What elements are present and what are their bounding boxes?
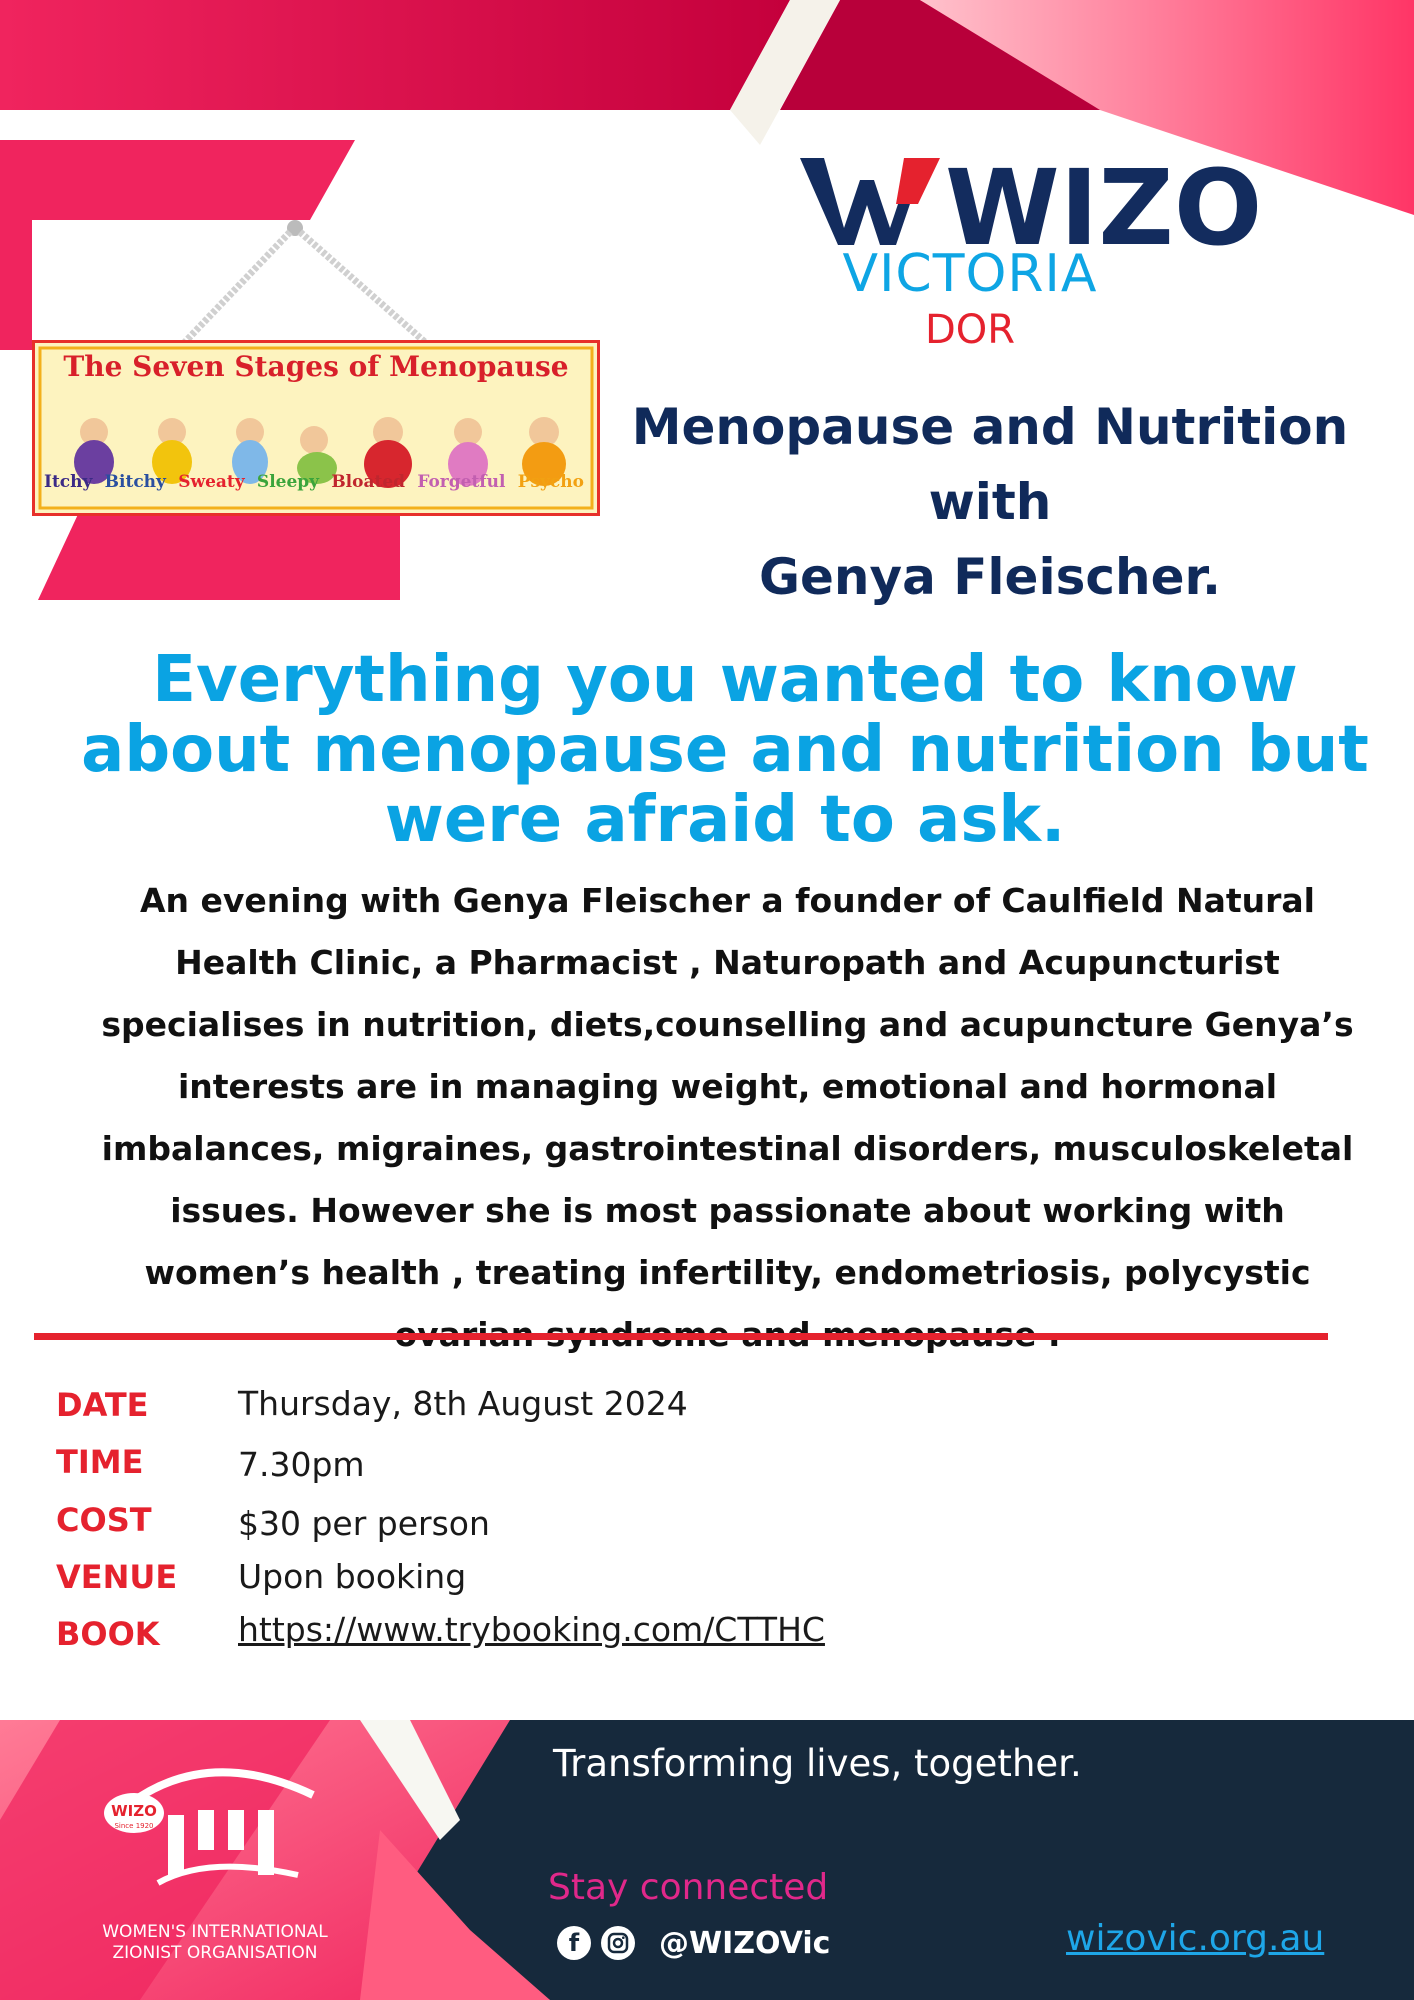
org-name <box>90 1922 340 1964</box>
stage-label: Forgetful <box>417 472 506 492</box>
stage-label: Bloated <box>331 472 406 492</box>
org-name-line: ZIONIST ORGANISATION <box>112 1943 318 1963</box>
logo-chapter: DOR <box>924 307 1016 353</box>
detail-value-date: Thursday, 8th August 2024 <box>238 1384 688 1423</box>
stage-label: Psycho <box>517 472 584 492</box>
side-shape-top <box>0 140 355 220</box>
event-tagline: Everything you wanted to know about menopause and nutrition but were afraid to ask. <box>81 643 1369 857</box>
event-description: An evening with Genya Fleischer a founder of Caulfield Natural Health Clinic, a Pharmacist , Naturopath and Acupuncturist specialises in nutrition, diets,counselling and acupuncture Genya’s interests are in managing weight, emotional and hormonal imbalances, migraines, gastrointestinal disorders, musculoskeletal issues. However she is most passionate about working with women’s health , treating infertility, endometriosis, polycystic <box>101 881 1354 1292</box>
social-handle[interactable]: @WIZOVic <box>659 1925 831 1961</box>
side-shape-bottom <box>38 510 400 600</box>
stage-label: Bitchy <box>104 472 166 492</box>
event-title <box>620 390 1360 615</box>
org-badge-since: Since 1920 <box>114 1822 154 1830</box>
event-title-line: Genya Fleischer. <box>758 548 1222 606</box>
wizo-logo <box>800 147 1263 269</box>
footer-tagline: Transforming lives, together. <box>553 1742 1082 1785</box>
stage-label: Sleepy <box>256 472 320 492</box>
facebook-icon[interactable]: f <box>557 1926 591 1960</box>
section-divider <box>34 1333 1328 1340</box>
header-band-left <box>0 0 790 110</box>
poster-title: The Seven Stages of Menopause <box>63 350 569 383</box>
detail-label-cost: COST <box>56 1501 152 1539</box>
instagram-glyph <box>607 1932 629 1954</box>
detail-value-venue: Upon booking <box>238 1557 467 1596</box>
org-name-line: WOMEN'S INTERNATIONAL <box>102 1922 328 1942</box>
org-badge-label: WIZO <box>111 1802 157 1820</box>
stay-connected-label: Stay connected <box>548 1867 829 1908</box>
instagram-icon[interactable] <box>601 1926 635 1960</box>
stage-label: Sweaty <box>178 472 245 492</box>
wizo-wordmark: WIZO <box>945 147 1263 269</box>
social-links <box>557 1920 830 1966</box>
hanging-cord <box>170 218 440 348</box>
detail-label-venue: VENUE <box>56 1558 178 1596</box>
stage-label: Itchy <box>44 472 93 492</box>
detail-label-time: TIME <box>56 1443 144 1481</box>
detail-label-book: BOOK <box>56 1615 160 1653</box>
detail-value-time: 7.30pm <box>238 1445 365 1484</box>
detail-label-date: DATE <box>56 1386 149 1424</box>
event-title-line: Menopause and Nutrition <box>631 398 1349 456</box>
side-shape-bar <box>0 220 32 350</box>
website-link[interactable]: wizovic.org.au <box>1066 1918 1325 1959</box>
stage-labels <box>44 472 584 492</box>
org-emblem <box>98 1765 328 1895</box>
event-title-line: with <box>928 473 1052 531</box>
detail-value-cost: $30 per person <box>238 1504 490 1543</box>
booking-link[interactable]: https://www.trybooking.com/CTTHC <box>238 1610 825 1649</box>
logo-region: VICTORIA <box>842 244 1098 304</box>
